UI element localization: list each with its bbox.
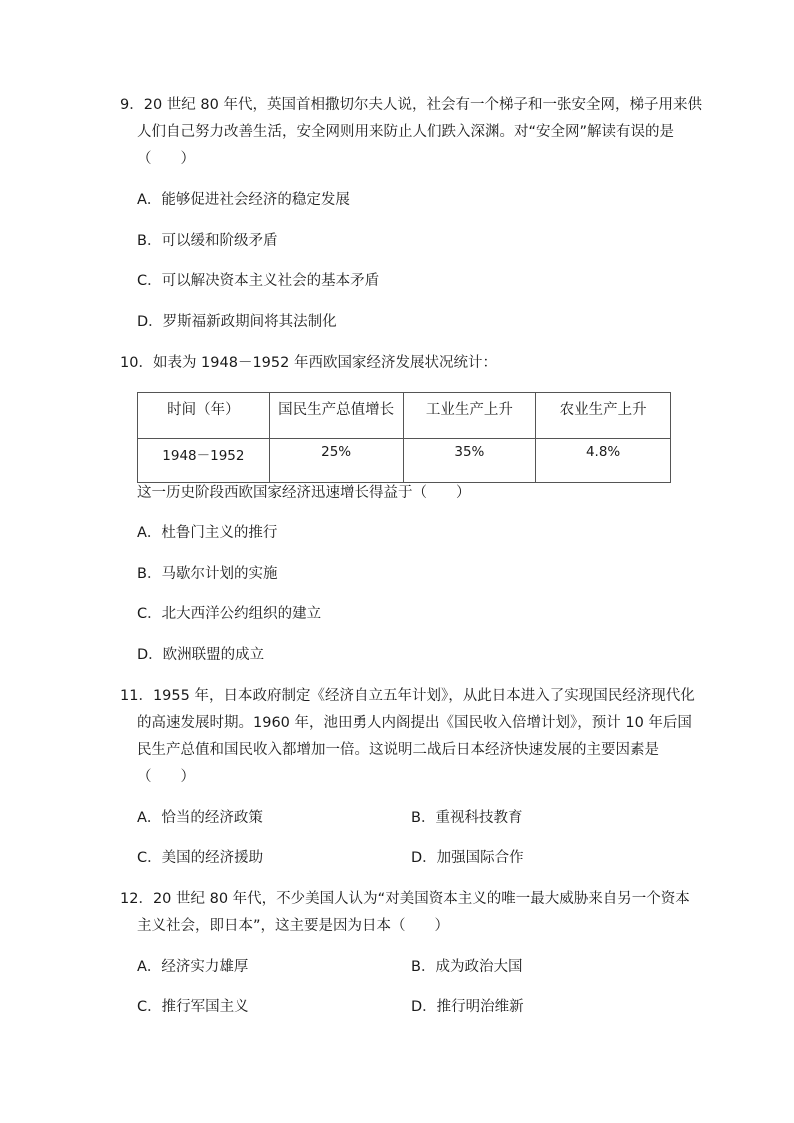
q9-stem-line1: 9．20 世纪 80 年代，英国首相撒切尔夫人说，社会有一个梯子和一张安全网，梯子用来供 [120,97,702,113]
q11-option-d[interactable]: D．加强国际合作 [411,850,524,866]
q10-stem-line1: 10．如表为 1948－1952 年西欧国家经济发展状况统计： [120,355,497,371]
table-row [138,439,671,483]
table-cell: 35% [403,439,536,483]
q9-stem-line2: 人们自己努力改善生活，安全网则用来防止人们跌入深渊。对“安全网”解读有误的是 [137,124,675,140]
table-cell: 4.8% [536,439,671,483]
table-header-cell: 工业生产上升 [403,393,536,439]
q10-data-table [137,392,671,483]
table-header-cell: 时间（年） [138,393,270,439]
q12-stem-line2: 主义社会，即日本”，这主要是因为日本（ ） [137,918,450,934]
table-header-cell: 农业生产上升 [536,393,671,439]
q11-stem-line2: 的高速发展时期。1960 年，池田勇人内阁提出《国民收入倍增计划》，预计 10 年后国 [137,715,692,731]
q9-option-d[interactable]: D．罗斯福新政期间将其法制化 [137,314,337,330]
q12-option-b[interactable]: B．成为政治大国 [411,959,523,975]
q11-option-b[interactable]: B．重视科技教育 [411,810,523,826]
q9-answer-blank: （ ） [137,151,195,167]
q9-option-c[interactable]: C．可以解决资本主义社会的基本矛盾 [137,273,380,289]
table-header-cell: 国民生产总值增长 [269,393,403,439]
table-header-row [138,393,671,439]
q12-option-d[interactable]: D．推行明治维新 [411,999,524,1015]
q11-option-c[interactable]: C．美国的经济援助 [137,850,264,866]
q12-option-c[interactable]: C．推行军国主义 [137,999,249,1015]
q10-stem-line2: 这一历史阶段西欧国家经济迅速增长得益于（ ） [137,485,471,501]
q10-option-d[interactable]: D．欧洲联盟的成立 [137,647,265,663]
q12-option-a[interactable]: A．经济实力雄厚 [137,959,249,975]
q9-option-a[interactable]: A．能够促进社会经济的稳定发展 [137,192,350,208]
q10-option-b[interactable]: B．马歇尔计划的实施 [137,566,278,582]
q11-stem-line1: 11．1955 年，日本政府制定《经济自立五年计划》，从此日本进入了实现国民经济现代化 [120,688,695,704]
table-cell: 25% [269,439,403,483]
q9-option-b[interactable]: B．可以缓和阶级矛盾 [137,233,278,249]
q10-option-a[interactable]: A．杜鲁门主义的推行 [137,525,278,541]
q10-option-c[interactable]: C．北大西洋公约组织的建立 [137,606,322,622]
table-cell: 1948－1952 [138,439,270,483]
q12-stem-line1: 12．20 世纪 80 年代，不少美国人认为“对美国资本主义的唯一最大威胁来自另一个资本 [120,891,690,907]
q11-answer-blank: （ ） [137,769,195,785]
q11-stem-line3: 民生产总值和国民收入都增加一倍。这说明二战后日本经济快速发展的主要因素是 [137,742,659,758]
q11-option-a[interactable]: A．恰当的经济政策 [137,810,263,826]
